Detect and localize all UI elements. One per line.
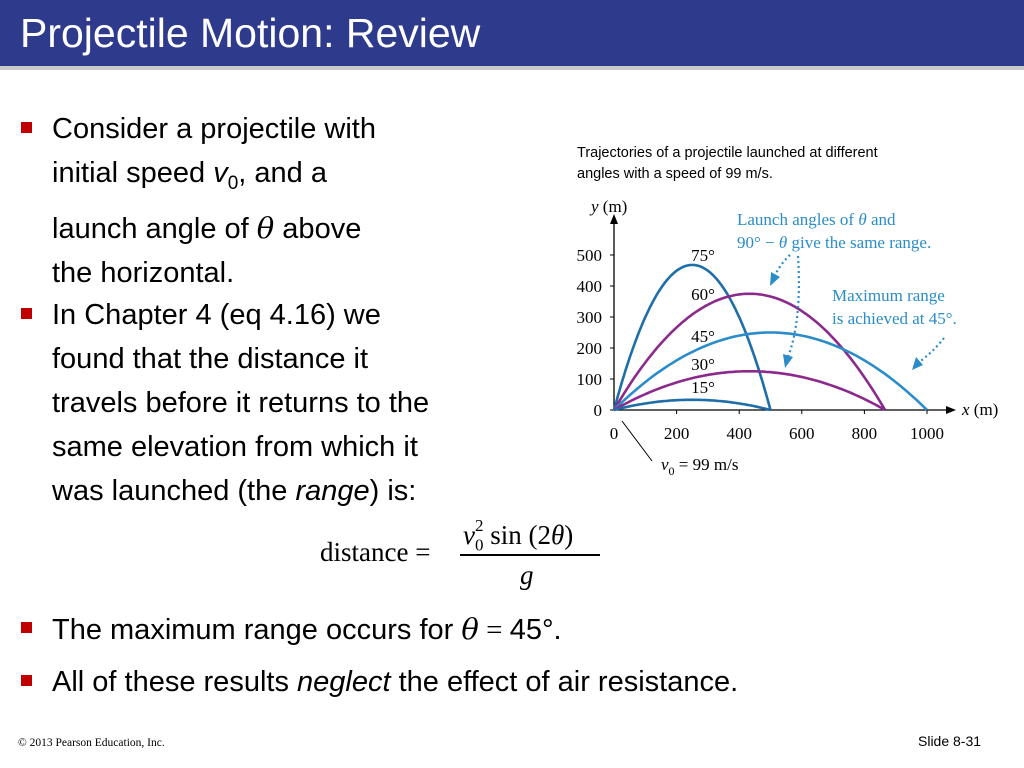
caption-line-1: Trajectories of a projectile launched at different xyxy=(577,145,878,161)
chart-caption xyxy=(577,143,977,185)
bullet-2-text: was launched (the xyxy=(52,475,296,507)
angle-label-30: 30° xyxy=(691,355,715,374)
x-tick-label: 0 xyxy=(609,424,619,443)
bullet-2-line-3: travels before it returns to the xyxy=(52,387,430,419)
bullet-marker xyxy=(21,675,32,686)
slide-title: Projectile Motion: Review xyxy=(20,10,481,56)
bullet-2-line-1: In Chapter 4 (eq 4.16) we xyxy=(52,299,381,331)
arrow-head xyxy=(912,357,923,370)
copyright: © 2013 Pearson Education, Inc. xyxy=(18,737,165,749)
bullet-1-line-4: the horizontal. xyxy=(52,256,235,289)
bullet-1-text: above xyxy=(274,212,362,245)
x-tick-label: 400 xyxy=(726,424,752,443)
bullet-4-text: the effect of air resistance. xyxy=(390,666,739,698)
bullet-3-text: The maximum range occurs for xyxy=(52,614,462,646)
bullet-1 xyxy=(52,107,376,295)
bullet-2 xyxy=(52,293,429,513)
arrow-to-45-curve xyxy=(918,338,944,363)
arrow-head xyxy=(770,272,780,286)
x-tick-label: 1000 xyxy=(910,424,944,443)
y-tick-label: 100 xyxy=(576,370,602,389)
symbol-v: v xyxy=(213,157,228,189)
trajectory-15-deg xyxy=(614,400,771,410)
slide-number: Slide 8-31 xyxy=(918,733,982,749)
bullet-marker xyxy=(21,308,32,319)
bullet-1-text: initial speed xyxy=(52,157,214,189)
bullet-1-text: launch angle of xyxy=(52,212,257,245)
value-45: 45° xyxy=(509,614,554,646)
bullet-1-line-3 xyxy=(52,206,376,251)
bullet-4-text: All of these results xyxy=(52,666,297,698)
bullet-3-period: . xyxy=(553,614,562,646)
bullet-1-line-1: Consider a projectile with xyxy=(52,113,376,145)
formula-sin: sin (2 xyxy=(483,520,551,550)
trajectory-chart xyxy=(555,190,1024,490)
bullet-2-line-2: found that the distance it xyxy=(52,343,368,375)
bullet-2-line-4: same elevation from which it xyxy=(52,431,418,463)
formula-close: ) xyxy=(564,520,574,550)
y-tick-label: 400 xyxy=(576,277,602,296)
range-term: range xyxy=(295,475,370,507)
x-tick-label: 600 xyxy=(789,424,815,443)
arrow-head xyxy=(783,354,793,368)
formula-numerator xyxy=(463,516,574,555)
symbol-subscript-0: 0 xyxy=(227,172,239,194)
equals-sign: = xyxy=(478,614,510,646)
y-tick-label: 500 xyxy=(576,246,602,265)
angle-label-15: 15° xyxy=(691,378,715,397)
title-bar xyxy=(0,0,1024,66)
annotation-same-range-line-1: Launch angles of θ and xyxy=(737,210,896,229)
y-tick-label: 0 xyxy=(593,401,602,420)
bullet-1-line-2 xyxy=(52,151,376,206)
annotation-max-range-line-1: Maximum range xyxy=(832,286,945,305)
angle-label-45: 45° xyxy=(691,327,715,346)
symbol-theta: θ xyxy=(461,612,479,646)
speed-label: $v_0 = 99$ m/s xyxy=(661,455,739,478)
caption-line-2: angles with a speed of 99 m/s. xyxy=(577,166,773,182)
bullet-1-text: , and a xyxy=(238,157,327,189)
bullet-marker xyxy=(21,622,32,633)
y-tick-label: 300 xyxy=(576,308,602,327)
angle-label-75: 75° xyxy=(691,246,715,265)
fraction-bar xyxy=(460,554,600,556)
bullet-2-line-5 xyxy=(52,469,429,513)
title-divider xyxy=(0,66,1024,70)
symbol-theta: θ xyxy=(256,210,275,245)
formula-sup: 2 xyxy=(474,516,484,535)
x-axis-arrow xyxy=(946,406,956,414)
y-tick-label: 200 xyxy=(576,339,602,358)
bullet-marker xyxy=(21,122,32,133)
x-axis-label: x (m) xyxy=(962,400,999,419)
annotation-same-range-line-2: 90° − θ give the same range. xyxy=(737,233,932,252)
bullet-2-text: ) is: xyxy=(369,475,417,507)
bullet-4 xyxy=(52,660,738,704)
annotation-max-range-line-2: is achieved at 45°. xyxy=(832,309,957,328)
formula-denominator: g xyxy=(520,560,534,590)
x-tick-label: 800 xyxy=(851,424,878,443)
angle-label-60: 60° xyxy=(691,285,715,304)
formula-v: v xyxy=(463,520,475,550)
speed-pointer-line xyxy=(622,421,652,461)
range-formula xyxy=(320,516,620,600)
arrow-to-60-curve xyxy=(775,255,790,275)
formula-lhs: distance = xyxy=(320,537,431,567)
y-axis-label: y (m) xyxy=(591,197,628,216)
x-tick-label: 200 xyxy=(663,424,690,443)
formula-theta: θ xyxy=(550,520,565,550)
bullet-3 xyxy=(52,607,562,652)
formula-sub: 0 xyxy=(474,535,484,555)
neglect-term: neglect xyxy=(297,666,391,698)
